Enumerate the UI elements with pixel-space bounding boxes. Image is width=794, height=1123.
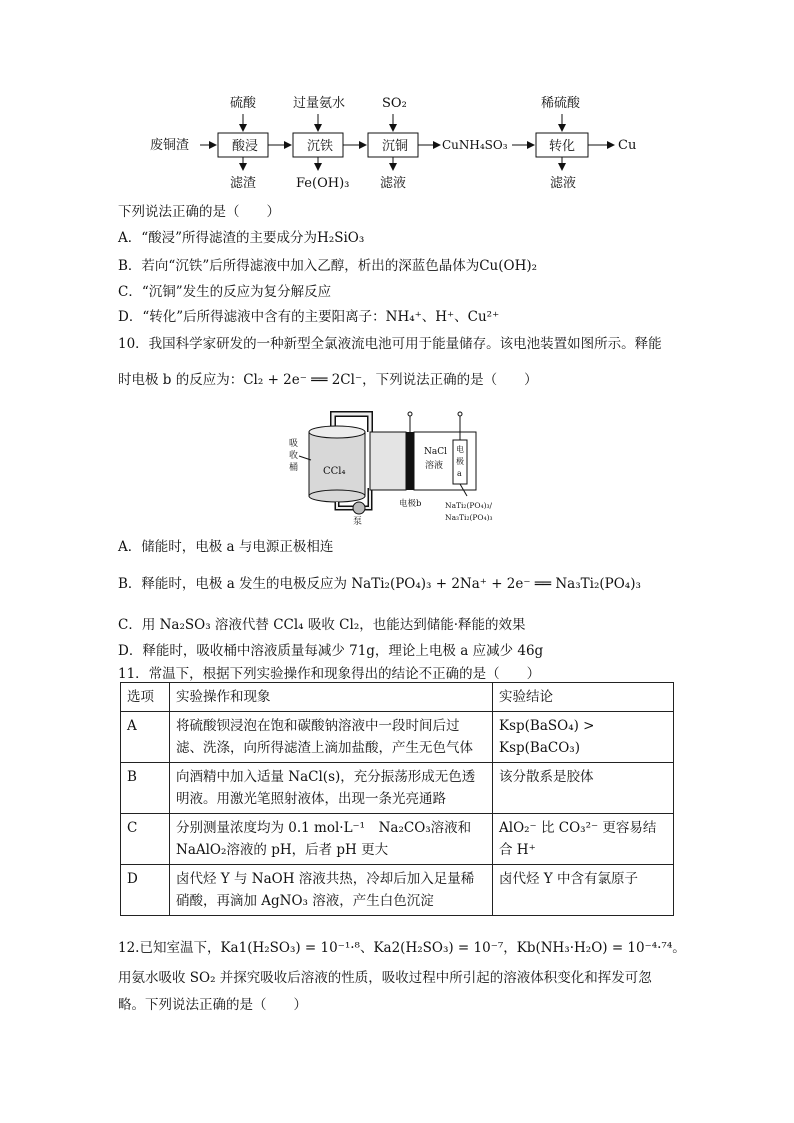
q10-stem-line2: 时电极 b 的反应为：Cl₂ + 2e⁻ ══ 2Cl⁻，下列说法正确的是（ ） bbox=[118, 372, 538, 388]
q9-option-d: D．“转化”后所得滤液中含有的主要阳离子：NH₄⁺、H⁺、Cu²⁺ bbox=[118, 309, 500, 325]
flow-output: 滤液 bbox=[380, 176, 407, 191]
q10-option-a: A．储能时，电极 a 与电源正极相连 bbox=[118, 539, 334, 555]
material-label-1: NaTi₂(PO₄)₃/ bbox=[445, 501, 493, 510]
material-label-2: Na₃Ti₂(PO₄)₃ bbox=[445, 513, 493, 522]
q10-option-d: D．释能时，吸收桶中溶液质量每减少 71g，理论上电极 a 应减少 46g bbox=[118, 643, 544, 659]
row-a-option: A bbox=[121, 712, 170, 763]
flow-battery-diagram bbox=[275, 408, 515, 528]
table-row bbox=[121, 763, 674, 814]
table-header-row bbox=[121, 683, 674, 712]
row-b-option: B bbox=[121, 763, 170, 814]
flow-output: 滤液 bbox=[550, 176, 577, 191]
flow-end: Cu bbox=[618, 138, 637, 153]
row-b-conclusion: 该分散系是胶体 bbox=[493, 763, 674, 814]
absorber-label-2: 收 bbox=[289, 451, 299, 461]
row-c-conclusion: AlO₂⁻ 比 CO₃²⁻ 更容易结合 H⁺ bbox=[493, 814, 674, 865]
header-conclusion: 实验结论 bbox=[493, 683, 674, 712]
flow-box-label: 沉铁 bbox=[307, 139, 334, 154]
q11-stem: 11．常温下，根据下列实验操作和现象得出的结论不正确的是（ ） bbox=[118, 666, 541, 682]
row-a-operation: 将硫酸钡浸泡在饱和碳酸钠溶液中一段时间后过滤、洗涤，向所得滤渣上滴加盐酸，产生无色气体 bbox=[170, 712, 493, 763]
process-flow-diagram bbox=[148, 92, 648, 192]
q9-option-a: A．“酸浸”所得滤渣的主要成分为H₂SiO₃ bbox=[118, 230, 365, 246]
q12-line2: 用氨水吸收 SO₂ 并探究吸收后溶液的性质，吸收过程中所引起的溶液体积变化和挥发可忽 bbox=[118, 970, 652, 986]
table-row bbox=[121, 865, 674, 916]
electrode-a-char-1: 电 bbox=[456, 445, 464, 454]
electrode-a-char-2: 极 bbox=[456, 457, 464, 466]
q10-option-b: B．释能时，电极 a 发生的电极反应为 NaTi₂(PO₄)₃ + 2Na⁺ + 2e⁻ ══ Na₃Ti₂(PO₄)₃ bbox=[118, 576, 641, 592]
q10-stem-line1: 10．我国科学家研发的一种新型全氯液流电池可用于能量储存。该电池装置如图所示。释能 bbox=[118, 336, 662, 352]
row-a-conclusion: Ksp(BaSO₄) > Ksp(BaCO₃) bbox=[493, 712, 674, 763]
table-row bbox=[121, 814, 674, 865]
q9-option-c: C．“沉铜”发生的反应为复分解反应 bbox=[118, 284, 332, 300]
header-option: 选项 bbox=[121, 683, 170, 712]
electrode-b-label: 电极b bbox=[399, 499, 422, 509]
flow-box-label: 转化 bbox=[549, 139, 576, 154]
flow-output: 滤渣 bbox=[230, 176, 257, 191]
absorber-label-3: 桶 bbox=[289, 463, 299, 473]
flow-intermediate: CuNH₄SO₃ bbox=[442, 138, 508, 152]
row-b-operation: 向酒精中加入适量 NaCl(s)，充分振荡形成无色透明液。用激光笔照射液体，出现一条光亮通路 bbox=[170, 763, 493, 814]
flow-box-label: 沉铜 bbox=[382, 139, 409, 154]
flow-input: 稀硫酸 bbox=[541, 96, 581, 111]
ccl4-label: CCl₄ bbox=[323, 466, 346, 477]
absorber-label-1: 吸 bbox=[289, 439, 299, 449]
flow-input: 过量氨水 bbox=[293, 96, 346, 111]
row-c-operation: 分别测量浓度均为 0.1 mol·L⁻¹ Na₂CO₃溶液和 NaAlO₂溶液的 pH，后者 pH 更大 bbox=[170, 814, 493, 865]
row-d-operation: 卤代烃 Y 与 NaOH 溶液共热，冷却后加入足量稀硝酸，再滴加 AgNO₃ 溶液，产生白色沉淀 bbox=[170, 865, 493, 916]
flow-input: 硫酸 bbox=[230, 96, 257, 111]
flow-box-label: 酸浸 bbox=[232, 139, 259, 154]
flow-input: SO₂ bbox=[382, 96, 407, 111]
q12-line1: 12.已知室温下，Ka1(H₂SO₃) = 10⁻¹·⁸、Ka2(H₂SO₃) = 10⁻⁷，Kb(NH₃·H₂O) = 10⁻⁴·⁷⁴。 bbox=[118, 940, 686, 956]
electrode-a-char-3: a bbox=[457, 469, 462, 478]
experiment-table bbox=[120, 682, 674, 916]
pump-label: 泵 bbox=[353, 517, 363, 527]
row-d-option: D bbox=[121, 865, 170, 916]
row-c-option: C bbox=[121, 814, 170, 865]
header-operation: 实验操作和现象 bbox=[170, 683, 493, 712]
table-row bbox=[121, 712, 674, 763]
nacl-label: NaCl bbox=[424, 447, 448, 457]
q9-option-b: B．若向“沉铁”后所得滤液中加入乙醇，析出的深蓝色晶体为Cu(OH)₂ bbox=[118, 258, 538, 274]
q9-stem: 下列说法正确的是（ ） bbox=[118, 204, 280, 220]
solution-label: 溶液 bbox=[425, 461, 444, 471]
flow-output: Fe(OH)₃ bbox=[296, 176, 350, 191]
q12-line3: 略。下列说法正确的是（ ） bbox=[118, 997, 307, 1013]
row-d-conclusion: 卤代烃 Y 中含有氯原子 bbox=[493, 865, 674, 916]
flow-start: 废铜渣 bbox=[150, 138, 190, 153]
q10-option-c: C．用 Na₂SO₃ 溶液代替 CCl₄ 吸收 Cl₂，也能达到储能·释能的效果 bbox=[118, 617, 526, 633]
